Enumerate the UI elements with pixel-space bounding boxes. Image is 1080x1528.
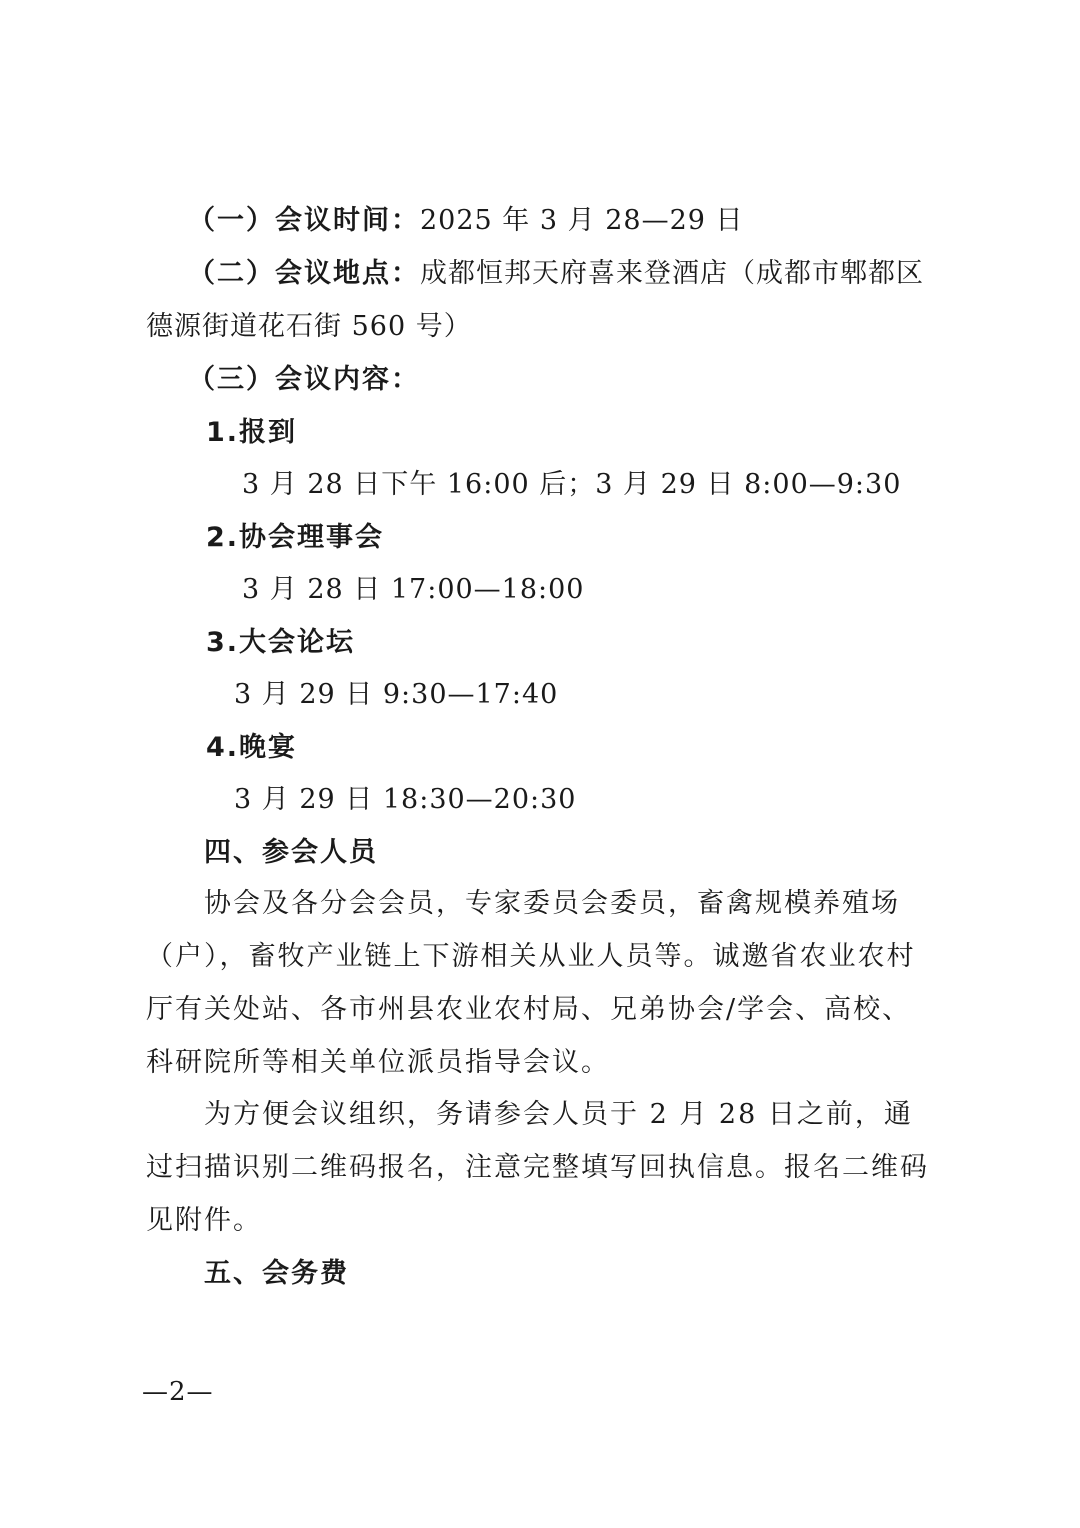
schedule-title-2: 2.协会理事会 bbox=[206, 522, 385, 553]
schedule-time-3: 3 月 29 日 9:30—17:40 bbox=[234, 679, 559, 710]
meeting-time-label: （一）会议时间： bbox=[188, 205, 420, 236]
meeting-time-line bbox=[188, 202, 744, 240]
attendees-heading: 四、参会人员 bbox=[204, 837, 378, 868]
fee-heading: 五、会务费 bbox=[204, 1258, 349, 1289]
page-number: —2— bbox=[142, 1377, 214, 1407]
schedule-time-2: 3 月 28 日 17:00—18:00 bbox=[242, 574, 585, 605]
attendees-paragraph: 协会及各分会会员，专家委员会委员，畜禽规模养殖场（户），畜牧产业链上下游相关从业人员等。诚邀省农业农村厅有关处站、各市州县农业农村局、兄弟协会/学会、高校、科研院所等相关单位派员指导会议。 bbox=[146, 888, 916, 1078]
meeting-venue-value-1: 成都恒邦天府喜来登酒店（成都市郫都区 bbox=[420, 258, 924, 289]
registration-paragraph: 为方便会议组织，务请参会人员于 2 月 28 日之前，通过扫描识别二维码报名，注意完整填写回执信息。报名二维码见附件。 bbox=[146, 1099, 929, 1236]
schedule-title-1: 1.报到 bbox=[206, 417, 298, 448]
schedule-time-1: 3 月 28 日下午 16:00 后；3 月 29 日 8:00—9:30 bbox=[242, 469, 902, 500]
meeting-time-value: 2025 年 3 月 28—29 日 bbox=[420, 205, 744, 236]
meeting-venue-value-2: 德源街道花石街 560 号） bbox=[146, 311, 472, 342]
schedule-time-4: 3 月 29 日 18:30—20:30 bbox=[234, 784, 577, 815]
meeting-venue-label: （二）会议地点： bbox=[188, 258, 420, 289]
schedule-title-3: 3.大会论坛 bbox=[206, 627, 356, 658]
meeting-venue-line bbox=[188, 255, 924, 293]
schedule-title-4: 4.晚宴 bbox=[206, 732, 298, 763]
meeting-content-label: （三）会议内容： bbox=[188, 364, 420, 395]
